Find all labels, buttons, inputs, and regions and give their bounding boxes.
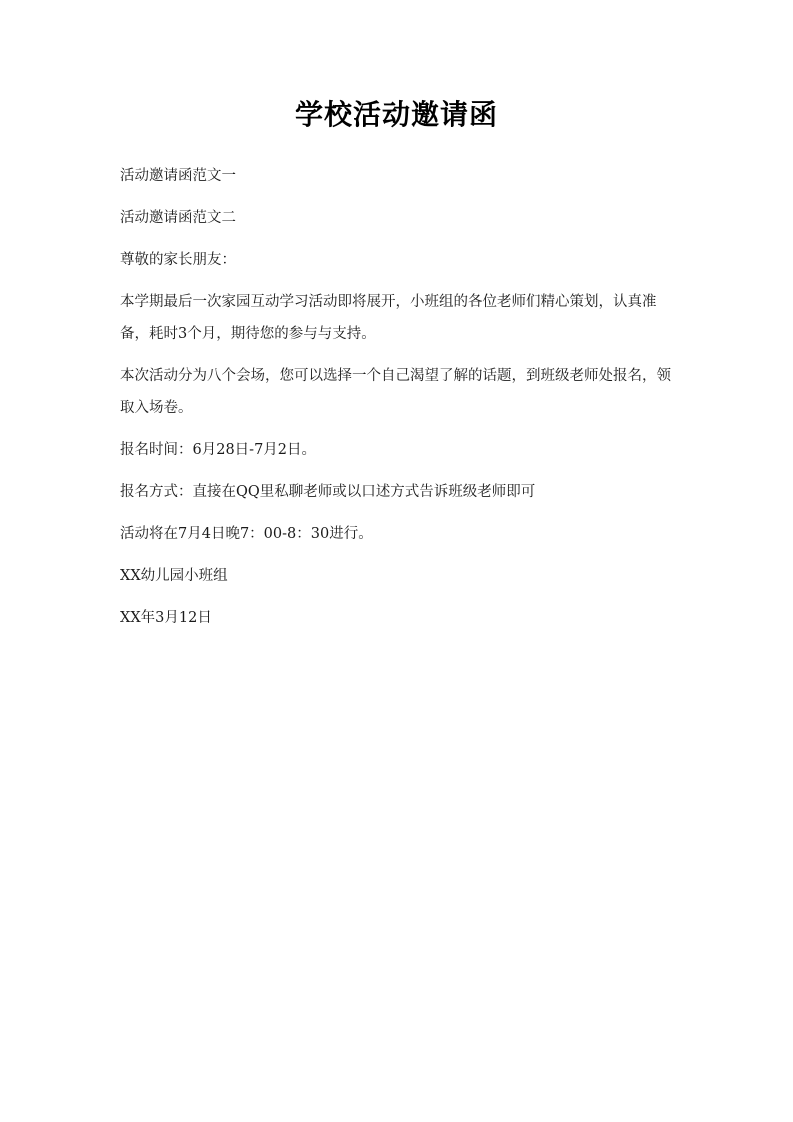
document-title: 学校活动邀请函: [294, 98, 498, 131]
paragraph-signature-date: XX年3月12日: [120, 610, 212, 626]
document-body: [120, 160, 680, 644]
paragraph-registration-time: 报名时间：6月28日-7月2日。: [120, 442, 317, 458]
paragraph-intro: 本学期最后一次家园互动学习活动即将展开，小班组的各位老师们精心策划，认真准备，耗时3个月，期待您的参与与支持。: [120, 294, 657, 342]
paragraph-signature-org: XX幼儿园小班组: [120, 568, 228, 584]
paragraph-sample-one: 活动邀请函范文一: [120, 168, 236, 184]
paragraph-event-time: 活动将在7月4日晚7：00-8：30进行。: [120, 526, 373, 542]
paragraph-sample-two: 活动邀请函范文二: [120, 210, 236, 226]
paragraph-salutation: 尊敬的家长朋友：: [120, 252, 236, 268]
paragraph-registration-method: 报名方式：直接在QQ里私聊老师或以口述方式告诉班级老师即可: [120, 484, 536, 500]
paragraph-venues: 本次活动分为八个会场，您可以选择一个自己渴望了解的话题，到班级老师处报名，领取入场卷。: [120, 368, 671, 416]
